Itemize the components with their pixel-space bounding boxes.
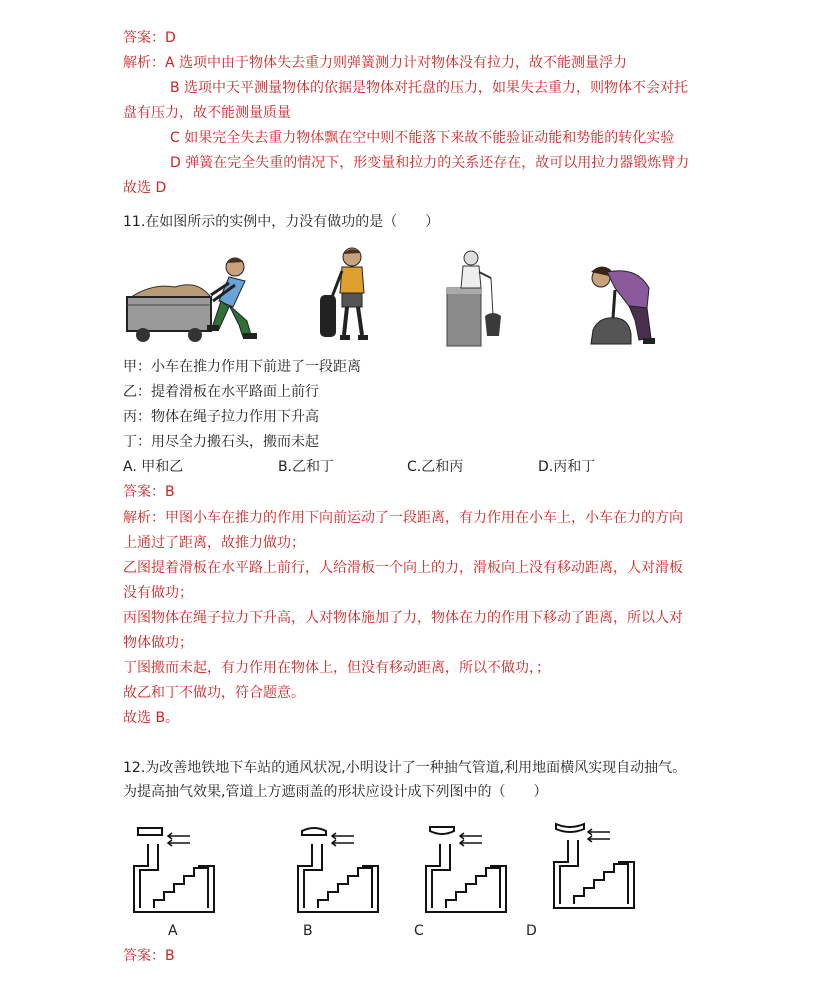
q11-analysis-line: 上通过了距离，故推力做功； xyxy=(123,535,305,551)
q12-label-d: D xyxy=(526,923,537,939)
q12-label-b: B xyxy=(303,923,313,939)
q12-label-a: A xyxy=(168,923,178,939)
q10-answer: 答案：D xyxy=(123,30,176,46)
q10-analysis-line: 故选 D xyxy=(123,180,167,196)
q12-label-c: C xyxy=(414,923,424,939)
figure-vent-d xyxy=(548,818,638,913)
q12-question-line: 12.为改善地铁地下车站的通风状况,小明设计了一种抽气管道,利用地面横风实现自动抽气。 xyxy=(123,760,687,776)
q12-question-line: 为提高抽气效果,管道上方遮雨盖的形状应设计成下列图中的（ ） xyxy=(123,784,548,800)
figure-rope-lift xyxy=(445,248,505,348)
q11-answer: 答案：B xyxy=(123,484,175,500)
q11-analysis-line: 故乙和丁不做功，符合题意。 xyxy=(123,685,305,701)
q11-option-c: C.乙和丙 xyxy=(407,459,464,475)
figure-vent-a xyxy=(128,822,218,917)
figure-skateboard-carry xyxy=(312,245,382,345)
q12-answer: 答案：B xyxy=(123,948,175,964)
q11-statement: 甲：小车在推力作用下前进了一段距离 xyxy=(123,359,361,375)
figure-stone-lift xyxy=(585,260,665,350)
figure-cart-push xyxy=(123,245,273,345)
q11-analysis-line: 解析：甲图小车在推力的作用下向前运动了一段距离，有力作用在小车上，小车在力的方向 xyxy=(123,510,683,526)
q10-analysis-line: D 弹簧在完全失重的情况下，形变量和拉力的关系还存在，故可以用拉力器锻炼臂力 xyxy=(170,155,690,171)
q11-statement: 丙：物体在绳子拉力作用下升高 xyxy=(123,409,319,425)
q10-analysis-line: C 如果完全失去重力物体飘在空中则不能落下来故不能验证动能和势能的转化实验 xyxy=(170,130,675,146)
figure-vent-b xyxy=(292,822,382,917)
q10-analysis-line: B 选项中天平测量物体的依据是物体对托盘的压力，如果失去重力，则物体不会对托 xyxy=(170,80,689,96)
q10-analysis-line: 解析：A 选项中由于物体失去重力则弹簧测力计对物体没有拉力，故不能测量浮力 xyxy=(123,55,628,71)
q11-analysis-line: 故选 B。 xyxy=(123,710,180,726)
q11-statement: 丁：用尽全力搬石头，搬而未起 xyxy=(123,434,319,450)
q11-analysis-line: 丙图物体在绳子拉力下升高，人对物体施加了力，物体在力的作用下移动了距离，所以人对 xyxy=(123,610,683,626)
q11-analysis-line: 物体做功； xyxy=(123,635,193,651)
figure-vent-c xyxy=(420,822,510,917)
q11-analysis-line: 丁图搬而未起，有力作用在物体上，但没有移动距离，所以不做功，； xyxy=(123,660,550,676)
q11-question: 11.在如图所示的实例中，力没有做功的是（ ） xyxy=(123,214,440,230)
q11-statement: 乙：提着滑板在水平路面上前行 xyxy=(123,384,319,400)
q11-option-b: B.乙和丁 xyxy=(278,459,335,475)
q11-analysis-line: 没有做功； xyxy=(123,585,193,601)
q11-analysis-line: 乙图提着滑板在水平路上前行，人给滑板一个向上的力，滑板向上没有移动距离，人对滑板 xyxy=(123,560,683,576)
q11-option-d: D.丙和丁 xyxy=(538,459,596,475)
q10-analysis-line: 盘有压力，故不能测量质量 xyxy=(123,105,291,121)
q11-option-a: A. 甲和乙 xyxy=(123,459,184,475)
